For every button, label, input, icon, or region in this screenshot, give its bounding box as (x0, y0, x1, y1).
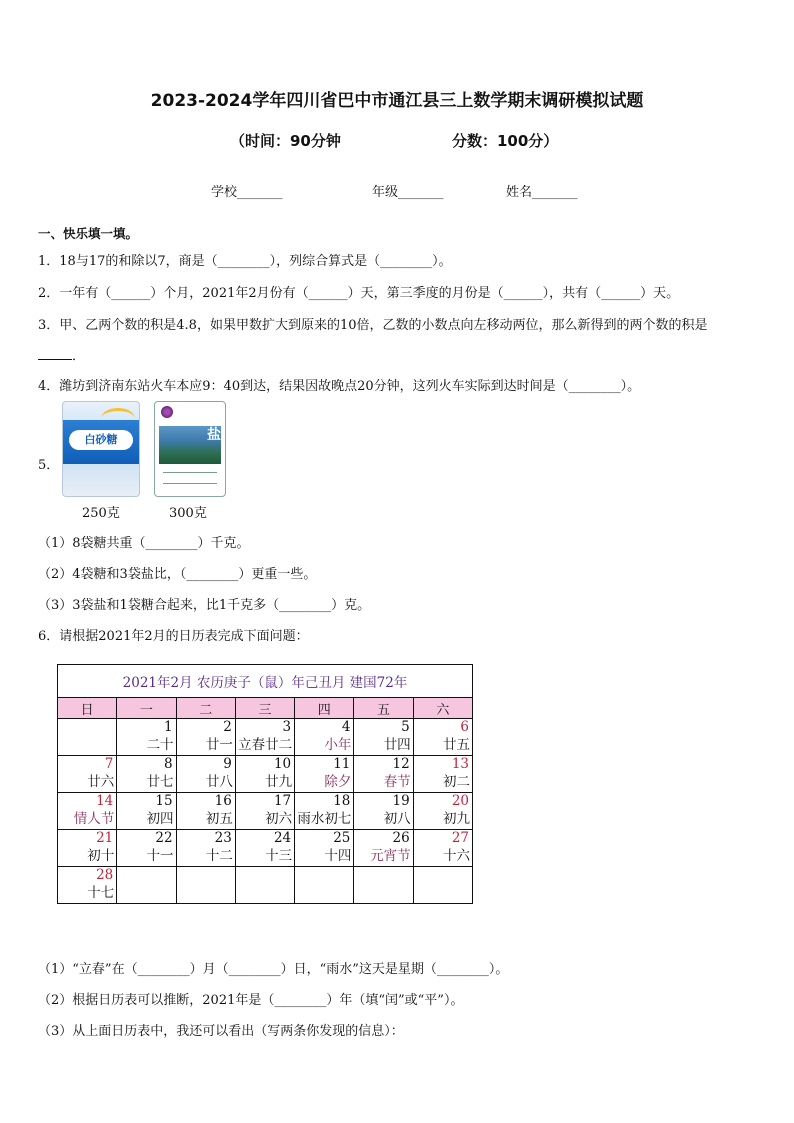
calendar-week-row (58, 756, 473, 793)
question-4: 4．潍坊到济南东站火车本应9：40到达，结果因故晚点20分钟，这列火车实际到达时间是（________）。 (38, 379, 641, 394)
salt-bag-image (154, 401, 226, 497)
lunar-date: 十三 (265, 848, 293, 864)
day-number: 6 (460, 719, 469, 735)
lunar-date: 廿八 (205, 774, 233, 790)
day-number: 9 (223, 756, 232, 772)
calendar-week-row (58, 830, 473, 867)
day-number: 12 (392, 756, 410, 772)
calendar-day-cell (354, 867, 413, 904)
lunar-date: 廿七 (146, 774, 174, 790)
lunar-date: 廿九 (265, 774, 293, 790)
day-number: 18 (333, 793, 351, 809)
question-3-end: ． (72, 349, 86, 364)
calendar-week-row (58, 793, 473, 830)
calendar-day-cell (413, 793, 472, 830)
salt-fine-print (163, 472, 217, 484)
lunar-date: 十一 (146, 848, 174, 864)
calendar-day-cell (117, 830, 176, 867)
lunar-date: 廿五 (443, 737, 470, 753)
day-number: 2 (223, 719, 232, 735)
calendar-day-cell (354, 719, 413, 756)
grade-field: 年级_______ (372, 185, 444, 200)
calendar-day-cell (295, 756, 354, 793)
calendar-day-cell (413, 756, 472, 793)
lunar-date: 初九 (443, 811, 470, 827)
weekday-cell: 六 (413, 698, 472, 719)
calendar-day-cell (176, 867, 235, 904)
day-number: 27 (451, 830, 469, 846)
day-number: 13 (451, 756, 469, 772)
lunar-date: 情人节 (73, 811, 115, 827)
lunar-date: 初二 (443, 774, 470, 790)
question-6: 6．请根据2021年2月的日历表完成下面问题： (38, 629, 309, 644)
salt-label: 盐 (207, 427, 221, 443)
calendar-day-cell (413, 830, 472, 867)
lunar-date: 春节 (383, 774, 411, 790)
calendar-day-cell (176, 756, 235, 793)
day-number: 22 (155, 830, 173, 846)
name-field: 姓名_______ (506, 185, 578, 200)
calendar-day-cell (354, 793, 413, 830)
calendar-day-cell (354, 756, 413, 793)
lunar-date: 小年 (324, 737, 352, 753)
weekday-cell: 五 (354, 698, 413, 719)
day-number: 19 (392, 793, 410, 809)
calendar-day-cell (58, 793, 117, 830)
lunar-date: 初五 (205, 811, 233, 827)
day-number: 7 (104, 756, 114, 772)
calendar-day-cell (295, 793, 354, 830)
day-number: 21 (96, 830, 114, 846)
calendar-day-cell (413, 867, 472, 904)
calendar-day-cell (235, 793, 294, 830)
question-5-1: （1）8袋糖共重（________）千克。 (38, 536, 250, 551)
calendar-day-cell (413, 719, 472, 756)
calendar-day-cell (235, 719, 294, 756)
day-number: 15 (155, 793, 173, 809)
question-6-3: （3）从上面日历表中，我还可以看出（写两条你发现的信息）： (38, 1024, 404, 1039)
calendar-day-cell (58, 756, 117, 793)
lunar-date: 廿六 (87, 774, 115, 790)
time-label: （时间：90分钟 (230, 132, 341, 150)
lunar-date: 初四 (146, 811, 174, 827)
lunar-date: 十四 (324, 848, 352, 864)
day-number: 17 (273, 793, 292, 809)
question-1: 1．18与17的和除以7，商是（________），列综合算式是（________）。 (38, 254, 452, 269)
day-number: 28 (96, 867, 114, 883)
calendar-day-cell (295, 867, 354, 904)
question-5-3: （3）3袋盐和1袋糖合起来，比1千克多（________）克。 (38, 598, 371, 613)
calendar-day-cell (176, 793, 235, 830)
day-number: 10 (273, 756, 292, 772)
calendar-day-cell (117, 793, 176, 830)
lunar-date: 除夕 (324, 774, 352, 790)
calendar-day-cell (117, 756, 176, 793)
day-number: 24 (273, 830, 292, 846)
day-number: 25 (333, 830, 351, 846)
brand-logo-icon (161, 406, 173, 418)
lunar-date: 廿一 (205, 737, 233, 753)
day-number: 26 (392, 830, 410, 846)
day-number: 16 (214, 793, 232, 809)
lunar-date: 初十 (87, 848, 115, 864)
calendar-day-cell (235, 756, 294, 793)
day-number: 8 (163, 756, 173, 772)
day-number: 3 (282, 719, 292, 735)
question-5-2: （2）4袋糖和3袋盐比，（________）更重一些。 (38, 567, 317, 582)
lunar-date: 十二 (205, 848, 233, 864)
calendar-day-cell (235, 830, 294, 867)
sugar-label: 白砂糖 (69, 430, 133, 450)
weekday-cell: 一 (117, 698, 176, 719)
day-number: 23 (214, 830, 232, 846)
day-number: 5 (401, 719, 410, 735)
page-title: 2023-2024学年四川省巴中市通江县三上数学期末调研模拟试题 (150, 91, 644, 111)
calendar-header: 2021年2月 农历庚子（鼠）年己丑月 建国72年 (58, 665, 473, 698)
question-3-answer-line (38, 345, 85, 364)
school-field: 学校_______ (211, 185, 283, 200)
calendar-table (57, 664, 473, 904)
lunar-date: 十七 (87, 885, 115, 901)
weekday-cell: 四 (295, 698, 354, 719)
calendar-day-cell (58, 719, 117, 756)
question-2: 2．一年有（______）个月，2021年2月份有（______）天，第三季度的月份是（______），共有（______）天。 (38, 286, 680, 301)
calendar-week-row (58, 719, 473, 756)
lunar-date: 十六 (443, 848, 470, 864)
calendar-day-cell (176, 719, 235, 756)
weekday-row (58, 698, 473, 719)
salt-weight: 300克 (169, 506, 207, 521)
sugar-bag-image (62, 401, 140, 497)
day-number: 1 (163, 719, 173, 735)
calendar-day-cell (354, 830, 413, 867)
sugar-weight: 250克 (82, 506, 120, 521)
lunar-date: 雨水初七 (297, 811, 352, 827)
calendar-day-cell (295, 830, 354, 867)
lunar-date: 初六 (265, 811, 293, 827)
calendar-week-row (58, 867, 473, 904)
lunar-date: 廿四 (383, 737, 411, 753)
weekday-cell: 三 (235, 698, 294, 719)
calendar-day-cell (58, 830, 117, 867)
calendar-day-cell (58, 867, 117, 904)
question-5-number: 5． (38, 458, 60, 473)
day-number: 4 (341, 719, 351, 735)
question-6-2: （2）根据日历表可以推断，2021年是（________）年（填“闰”或“平”）。 (38, 993, 464, 1008)
lunar-date: 二十 (146, 737, 174, 753)
calendar-day-cell (117, 719, 176, 756)
question-3: 3．甲、乙两个数的积是4.8，如果甲数扩大到原来的10倍，乙数的小数点向左移动两位，那么新得到的两个数的积是 (38, 318, 708, 333)
answer-blank[interactable] (38, 347, 72, 360)
lunar-date: 元宵节 (370, 848, 411, 864)
calendar-day-cell (176, 830, 235, 867)
day-number: 11 (333, 756, 351, 772)
calendar-day-cell (295, 719, 354, 756)
lunar-date: 立春廿二 (238, 737, 293, 753)
day-number: 20 (451, 793, 469, 809)
weekday-cell: 二 (176, 698, 235, 719)
calendar-header-row (58, 665, 473, 698)
score-label: 分数：100分） (452, 132, 559, 150)
lunar-date: 初八 (383, 811, 411, 827)
day-number: 14 (96, 793, 114, 809)
section-heading: 一、快乐填一填。 (38, 226, 139, 241)
calendar-day-cell (117, 867, 176, 904)
weekday-cell: 日 (58, 698, 117, 719)
calendar-day-cell (235, 867, 294, 904)
question-6-1: （1）“立春”在（________）月（________）日，“雨水”这天是星期（________）。 (38, 962, 509, 977)
